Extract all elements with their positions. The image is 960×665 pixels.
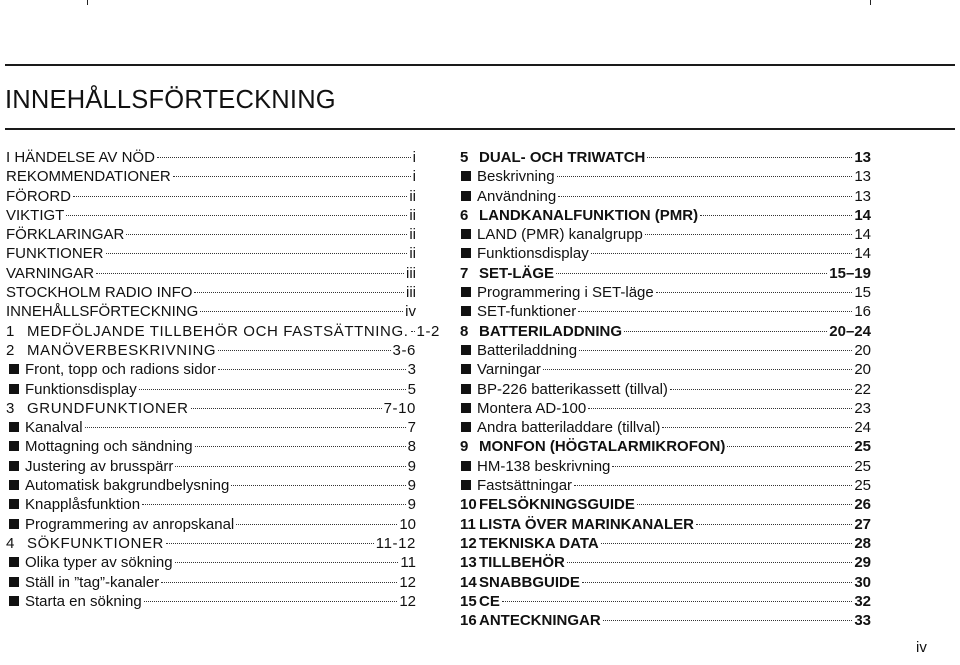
toc-entry-page: 30: [854, 573, 871, 591]
chapter-number: 11: [460, 515, 476, 533]
toc-entry-label: BP-226 batterikassett (tillval): [477, 380, 668, 398]
toc-entry[interactable]: [6, 476, 416, 495]
toc-entry[interactable]: [460, 283, 871, 302]
toc-entry-page: 32: [854, 592, 871, 610]
toc-entry-page: 7-10: [383, 399, 416, 417]
toc-entry-label: Olika typer av sökning: [25, 554, 173, 572]
toc-entry[interactable]: [460, 515, 871, 534]
dot-leader: [157, 157, 411, 158]
toc-entry-page: 28: [854, 534, 871, 552]
dot-leader: [647, 157, 852, 158]
toc-entry[interactable]: [460, 206, 871, 225]
toc-entry-label: MEDFÖLJANDE TILLBEHÖR OCH FASTSÄTTNING.: [27, 322, 409, 340]
chapter-number: 8: [460, 322, 469, 340]
square-bullet-icon: [461, 364, 471, 374]
toc-entry-label: Front, topp och radions sidor: [25, 361, 216, 379]
toc-entry[interactable]: [460, 611, 871, 630]
toc-entry-page: iii: [406, 284, 416, 302]
toc-entry-page: 29: [854, 554, 871, 572]
chapter-number: 12: [460, 534, 477, 552]
toc-entry-label: FÖRKLARINGAR: [6, 226, 125, 244]
chapter-number: 5: [460, 149, 469, 166]
toc-entry-label: LAND (PMR) kanalgrupp: [477, 226, 643, 244]
toc-entry-label: MONFON (HÖGTALARMIKROFON): [479, 438, 726, 456]
toc-entry-page: ii: [409, 206, 416, 224]
toc-entry-label: Justering av brusspärr: [25, 457, 174, 475]
toc-entry[interactable]: [460, 302, 871, 321]
toc-entry-page: 23: [854, 399, 871, 417]
toc-entry-label: STOCKHOLM RADIO INFO: [6, 284, 193, 302]
toc-entry-label: BATTERILADDNING: [479, 322, 623, 340]
toc-entry[interactable]: [6, 495, 416, 514]
square-bullet-icon: [461, 461, 471, 471]
toc-entry-label: Batteriladdning: [477, 341, 578, 359]
toc-entry[interactable]: [460, 187, 871, 206]
toc-entry[interactable]: [460, 476, 871, 495]
toc-entry-page: 33: [854, 612, 871, 630]
toc-entry-label: Ställ in ”tag”-kanaler: [25, 573, 160, 591]
toc-entry[interactable]: [6, 225, 416, 244]
toc-entry-page: 27: [854, 515, 871, 533]
square-bullet-icon: [9, 519, 19, 529]
dot-leader: [603, 620, 853, 621]
toc-entry-label: SET-LÄGE: [479, 264, 555, 282]
dot-leader: [612, 466, 852, 467]
toc-entry[interactable]: [460, 360, 871, 379]
toc-entry-label: Funktionsdisplay: [25, 380, 137, 398]
toc-entry[interactable]: [6, 515, 416, 534]
dot-leader: [144, 601, 398, 602]
toc-entry-label: Funktionsdisplay: [477, 245, 589, 263]
toc-entry-page: 14: [854, 245, 871, 263]
toc-entry-label: DUAL- OCH TRIWATCH: [479, 149, 646, 166]
toc-entry[interactable]: [6, 206, 416, 225]
chapter-number: 6: [460, 206, 469, 224]
toc-entry-page: 20–24: [829, 322, 871, 340]
toc-entry-page: 10: [399, 515, 416, 533]
dot-leader: [502, 601, 852, 602]
dot-leader: [166, 543, 374, 544]
dot-leader: [218, 369, 406, 370]
toc-entry-page: 9: [407, 477, 416, 495]
toc-entry[interactable]: [6, 553, 416, 572]
toc-entry-page: 13: [854, 187, 871, 205]
toc-entry-label: VARNINGAR: [6, 264, 95, 282]
toc-entry-page: ii: [409, 226, 416, 244]
toc-entry-page: 20: [854, 361, 871, 379]
toc-entry-page: ii: [409, 187, 416, 205]
toc-entry[interactable]: [6, 341, 416, 360]
toc-entry-page: 7: [407, 419, 416, 437]
toc-entry-page: 12: [399, 592, 416, 610]
dot-leader: [591, 253, 853, 254]
dot-leader: [578, 311, 852, 312]
chapter-number: 1: [6, 322, 15, 340]
toc-entry-label: FELSÖKNINGSGUIDE: [479, 496, 635, 514]
chapter-number: 14: [460, 573, 477, 591]
toc-entry[interactable]: [6, 187, 416, 206]
toc-entry[interactable]: [460, 457, 871, 476]
toc-entry-label: VIKTIGT: [6, 206, 65, 224]
toc-entry-page: 25: [854, 438, 871, 456]
dot-leader: [543, 369, 852, 370]
toc-entry[interactable]: [6, 418, 416, 437]
toc-entry[interactable]: [6, 360, 416, 379]
square-bullet-icon: [9, 577, 19, 587]
toc-entry-label: Starta en sökning: [25, 592, 142, 610]
dot-leader: [662, 427, 852, 428]
square-bullet-icon: [461, 480, 471, 490]
toc-entry-page: 3-6: [392, 341, 416, 359]
toc-entry-label: LISTA ÖVER MARINKANALER: [479, 515, 694, 533]
toc-entry-label: REKOMMENDATIONER: [6, 168, 171, 186]
dot-leader: [556, 273, 827, 274]
toc-entry-label: SÖKFUNKTIONER: [27, 534, 164, 552]
page-number: iv: [916, 639, 927, 656]
dot-leader: [601, 543, 853, 544]
toc-entry-page: 15: [854, 284, 871, 302]
square-bullet-icon: [461, 422, 471, 432]
toc-entry-label: FUNKTIONER: [6, 245, 104, 263]
dot-leader: [696, 524, 852, 525]
dot-leader: [727, 446, 852, 447]
toc-entry-label: LANDKANALFUNKTION (PMR): [479, 206, 699, 224]
toc-entry-label: TEKNISKA DATA: [479, 534, 599, 552]
square-bullet-icon: [461, 403, 471, 413]
square-bullet-icon: [9, 596, 19, 606]
square-bullet-icon: [461, 287, 471, 297]
toc-entry-page: 20: [854, 341, 871, 359]
toc-entry[interactable]: [6, 380, 416, 399]
toc-entry[interactable]: [6, 437, 416, 456]
toc-entry[interactable]: [6, 534, 416, 553]
chapter-number: 16: [460, 612, 477, 630]
dot-leader: [175, 466, 405, 467]
dot-leader: [645, 234, 852, 235]
square-bullet-icon: [461, 171, 471, 181]
toc-entry-label: GRUNDFUNKTIONER: [27, 399, 189, 417]
toc-entry[interactable]: [460, 380, 871, 399]
toc-entry[interactable]: [6, 302, 416, 321]
toc-entry-label: SET-funktioner: [477, 303, 577, 321]
square-bullet-icon: [461, 248, 471, 258]
square-bullet-icon: [461, 345, 471, 355]
dot-leader: [139, 389, 406, 390]
dot-leader: [96, 273, 404, 274]
toc-entry-label: Mottagning och sändning: [25, 438, 193, 456]
dot-leader: [574, 485, 852, 486]
square-bullet-icon: [9, 461, 19, 471]
chapter-number: 4: [6, 534, 15, 552]
toc-entry[interactable]: [460, 573, 871, 592]
dot-leader: [66, 215, 407, 216]
toc-entry-page: iii: [406, 264, 416, 282]
dot-leader: [106, 253, 408, 254]
square-bullet-icon: [9, 364, 19, 374]
toc-entry-label: Montera AD-100: [477, 399, 587, 417]
toc-entry[interactable]: [6, 573, 416, 592]
toc-entry[interactable]: [6, 322, 440, 341]
square-bullet-icon: [9, 384, 19, 394]
dot-leader: [558, 196, 852, 197]
dot-leader: [142, 504, 406, 505]
toc-entry-label: Beskrivning: [477, 168, 555, 186]
toc-entry[interactable]: [6, 148, 416, 167]
toc-entry[interactable]: [6, 399, 416, 418]
square-bullet-icon: [9, 499, 19, 509]
toc-entry[interactable]: [460, 534, 871, 553]
square-bullet-icon: [9, 557, 19, 567]
title-underline: [5, 128, 955, 130]
crop-mark-left: [87, 0, 88, 5]
chapter-number: 3: [6, 399, 15, 417]
toc-entry-page: 9: [407, 496, 416, 514]
toc-entry-page: 22: [854, 380, 871, 398]
toc-entry[interactable]: [6, 457, 416, 476]
toc-entry[interactable]: [460, 167, 871, 186]
dot-leader: [126, 234, 407, 235]
chapter-number: 9: [460, 438, 469, 456]
toc-entry-label: Kanalval: [25, 419, 83, 437]
toc-entry-page: 9: [407, 457, 416, 475]
toc-entry-page: 15–19: [829, 264, 871, 282]
toc-left-column: [6, 148, 440, 611]
toc-entry-label: Programmering i SET-läge: [477, 284, 654, 302]
toc-entry-label: SNABBGUIDE: [479, 573, 580, 591]
toc-entry-label: ANTECKNINGAR: [479, 612, 601, 630]
toc-entry-page: 13: [854, 168, 871, 186]
toc-entry-page: iv: [405, 303, 416, 321]
toc-entry[interactable]: [460, 399, 871, 418]
toc-entry-page: 16: [854, 303, 871, 321]
toc-entry-label: Fastsättningar: [477, 477, 573, 495]
toc-entry-label: HM-138 beskrivning: [477, 457, 611, 475]
toc-entry-page: ii: [409, 245, 416, 263]
dot-leader: [191, 408, 382, 409]
chapter-number: 2: [6, 341, 15, 359]
toc-entry[interactable]: [460, 264, 871, 283]
dot-leader: [73, 196, 407, 197]
crop-mark-right: [870, 0, 871, 5]
square-bullet-icon: [461, 306, 471, 316]
toc-entry-label: Varningar: [477, 361, 541, 379]
chapter-number: 7: [460, 264, 469, 282]
toc-entry[interactable]: [460, 322, 871, 341]
dot-leader: [557, 176, 853, 177]
dot-leader: [582, 582, 852, 583]
toc-entry[interactable]: [460, 592, 871, 611]
dot-leader: [579, 350, 852, 351]
toc-entry-label: INNEHÅLLSFÖRTECKNING: [6, 303, 199, 321]
toc-entry-label: TILLBEHÖR: [479, 554, 565, 572]
toc-entry-label: Användning: [477, 187, 557, 205]
chapter-number: 15: [460, 592, 477, 610]
toc-entry-label: Knapplåsfunktion: [25, 496, 141, 514]
toc-entry-page: 24: [854, 419, 871, 437]
toc-entry-label: Andra batteriladdare (tillval): [477, 419, 661, 437]
toc-entry-page: 13: [854, 149, 871, 166]
dot-leader: [236, 524, 397, 525]
toc-entry[interactable]: [6, 167, 416, 186]
square-bullet-icon: [9, 480, 19, 490]
dot-leader: [161, 582, 397, 583]
chapter-number: 10: [460, 496, 477, 514]
toc-entry-label: I HÄNDELSE AV NÖD: [6, 149, 155, 166]
square-bullet-icon: [461, 191, 471, 201]
toc-entry-page: 8: [407, 438, 416, 456]
toc-entry[interactable]: [460, 437, 871, 456]
dot-leader: [670, 389, 852, 390]
dot-leader: [656, 292, 853, 293]
toc-entry-page: 14: [854, 226, 871, 244]
dot-leader: [194, 292, 404, 293]
square-bullet-icon: [461, 229, 471, 239]
toc-entry[interactable]: [6, 283, 416, 302]
toc-entry-page: i: [412, 168, 416, 186]
toc-entry[interactable]: [460, 553, 871, 572]
toc-entry[interactable]: [6, 244, 416, 263]
toc-entry[interactable]: [460, 495, 871, 514]
dot-leader: [195, 446, 406, 447]
dot-leader: [85, 427, 406, 428]
toc-right-column: [460, 148, 871, 630]
dot-leader: [624, 331, 827, 332]
page-title: INNEHÅLLSFÖRTECKNING: [5, 86, 336, 114]
toc-entry[interactable]: [460, 225, 871, 244]
toc-entry-label: FÖRORD: [6, 187, 71, 205]
toc-entry[interactable]: [460, 341, 871, 360]
dot-leader: [200, 311, 403, 312]
toc-entry-page: 1-2: [416, 322, 440, 340]
top-rule: [5, 64, 955, 66]
toc-entry-label: MANÖVERBESKRIVNING: [27, 341, 217, 359]
toc-entry-page: 5: [407, 380, 416, 398]
toc-entry[interactable]: [460, 418, 871, 437]
square-bullet-icon: [9, 441, 19, 451]
toc-entry-label: Programmering av anropskanal: [25, 515, 235, 533]
dot-leader: [637, 504, 852, 505]
toc-entry-page: 25: [854, 457, 871, 475]
dot-leader: [231, 485, 405, 486]
dot-leader: [567, 562, 852, 563]
toc-entry[interactable]: [6, 264, 416, 283]
toc-entry[interactable]: [460, 244, 871, 263]
dot-leader: [218, 350, 390, 351]
toc-entry-page: 25: [854, 477, 871, 495]
toc-entry-page: 14: [854, 206, 871, 224]
dot-leader: [173, 176, 411, 177]
toc-entry-page: 12: [399, 573, 416, 591]
toc-entry-page: 3: [407, 361, 416, 379]
toc-entry-page: 11: [400, 554, 416, 572]
toc-entry-page: i: [412, 149, 416, 166]
toc-entry-label: CE: [479, 592, 500, 610]
square-bullet-icon: [9, 422, 19, 432]
toc-entry-page: 11-12: [375, 534, 416, 552]
dot-leader: [411, 331, 415, 332]
square-bullet-icon: [461, 384, 471, 394]
toc-entry-label: Automatisk bakgrundbelysning: [25, 477, 230, 495]
toc-entry[interactable]: [460, 148, 871, 167]
dot-leader: [175, 562, 399, 563]
dot-leader: [588, 408, 852, 409]
toc-entry-page: 26: [854, 496, 871, 514]
chapter-number: 13: [460, 554, 477, 572]
toc-entry[interactable]: [6, 592, 416, 611]
dot-leader: [700, 215, 852, 216]
